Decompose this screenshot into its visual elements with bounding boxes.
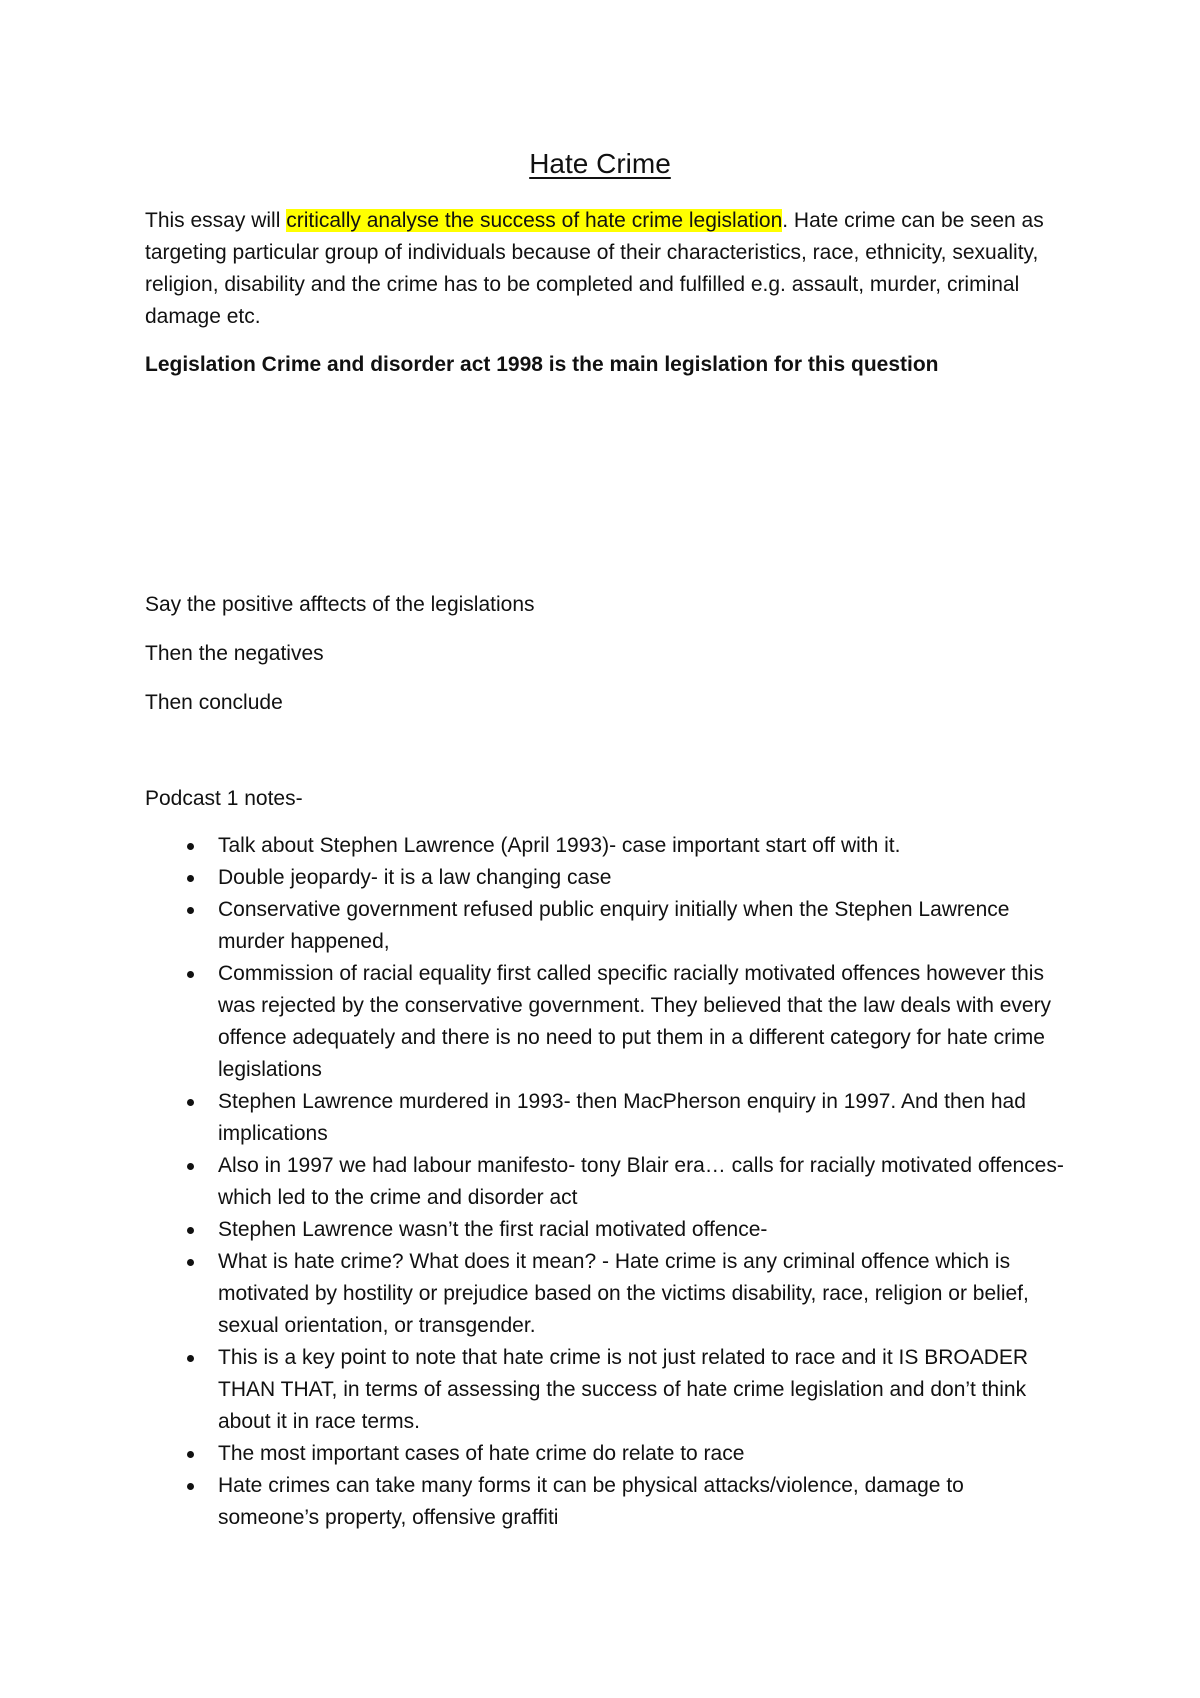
document-title: Hate Crime (529, 148, 671, 179)
intro-text-start: This essay will (145, 209, 287, 232)
list-item-text: This is a key point to note that hate crime is not just related to race and it IS BROADER THAN THAT, in terms of assessing the success of hate crime legislation and don’t think about it in race terms. (218, 1346, 1029, 1433)
bullet-icon (187, 1227, 194, 1234)
list-item (145, 830, 1065, 862)
list-item (145, 1438, 1065, 1470)
podcast-notes-list (145, 830, 1065, 1534)
list-item-text: Conservative government refused public enquiry initially when the Stephen Lawrence murder happened, (218, 898, 1010, 953)
list-item (145, 958, 1065, 1086)
bullet-icon (187, 1259, 194, 1266)
bullet-icon (187, 1451, 194, 1458)
list-item (145, 1150, 1065, 1214)
highlighted-thesis: critically analyse the success of hate crime legislation (286, 209, 783, 232)
list-item (145, 1246, 1065, 1342)
bullet-icon (187, 971, 194, 978)
intro-paragraph (145, 205, 1065, 333)
list-item-text: Hate crimes can take many forms it can be physical attacks/violence, damage to someone’s property, offensive graffiti (218, 1474, 964, 1529)
bullet-icon (187, 875, 194, 882)
podcast-heading: Podcast 1 notes- (145, 787, 303, 810)
list-item-text: Talk about Stephen Lawrence (April 1993)- case important start off with it. (218, 834, 901, 857)
list-item (145, 1342, 1065, 1438)
list-item-text: Stephen Lawrence wasn’t the first racial motivated offence- (218, 1218, 768, 1241)
list-item-text: What is hate crime? What does it mean? - Hate crime is any criminal offence which is motivated by hostility or prejudice based on the victims disability, race, religion or belief, sexual orientation, or transgender. (218, 1250, 1029, 1337)
bullet-icon (187, 1483, 194, 1490)
list-item (145, 894, 1065, 958)
bullet-icon (187, 1163, 194, 1170)
list-item (145, 1470, 1065, 1534)
list-item (145, 1214, 1065, 1246)
list-item-text: Double jeopardy- it is a law changing case (218, 866, 612, 889)
list-item (145, 862, 1065, 894)
plan-positive: Say the positive afftects of the legislations (145, 593, 535, 616)
bullet-icon (187, 843, 194, 850)
list-item-text: Also in 1997 we had labour manifesto- tony Blair era… calls for racially motivated offences- which led to the crime and disorder act (218, 1154, 1064, 1209)
plan-negative: Then the negatives (145, 642, 324, 665)
list-item (145, 1086, 1065, 1150)
list-item-text: The most important cases of hate crime do relate to race (218, 1442, 745, 1465)
intro-text-end: . Hate crime can be seen as targeting particular group of individuals because of their characteristics, race, ethnicity, sexuality, religion, disability and the crime has to be completed and fulfilled e.g. assault, murder, criminal damage etc. (145, 209, 1044, 328)
bullet-icon (187, 1355, 194, 1362)
bullet-icon (187, 1099, 194, 1106)
legislation-note: Legislation Crime and disorder act 1998 is the main legislation for this question (145, 353, 939, 376)
plan-conclude: Then conclude (145, 691, 283, 714)
list-item-text: Stephen Lawrence murdered in 1993- then MacPherson enquiry in 1997. And then had implications (218, 1090, 1026, 1145)
list-item-text: Commission of racial equality first called specific racially motivated offences however this was rejected by the conservative government. They believed that the law deals with every offence adequately and there is no need to put them in a different category for hate crime legislations (218, 962, 1052, 1081)
bullet-icon (187, 907, 194, 914)
